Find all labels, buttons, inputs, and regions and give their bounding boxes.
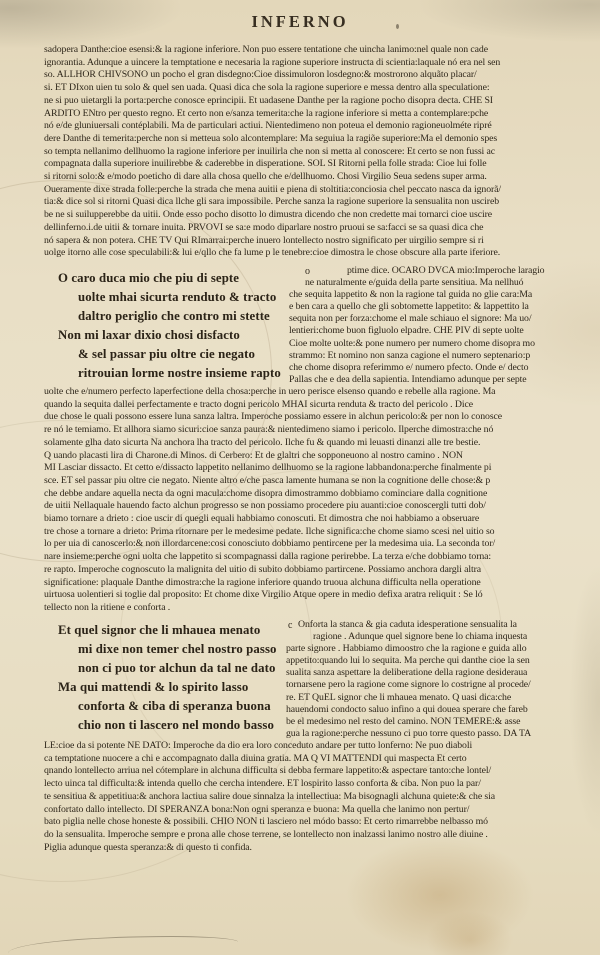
text-line: ARDITO ENtro per questo regno. Et certo non e/sanza temerita:che la ragione inferiore si metta a contemplare:pche (44, 107, 489, 119)
text-line: so. ALLHOR CHIVSONO un pocho el gran disdegno:Cioe dissimuloron losdegno:& mostrorono alquãto placar/ (44, 69, 477, 81)
text-line: de uitii Nellaquale hauendo facto alchun progresso se non possiamo procedere piu auanti:cioe conoscergli tutti dob/ (44, 500, 486, 512)
text-line: solamente glha dato sicurta Na anchora lha tracto del pericolo. Ilche fu & quando mi leuasti dinanzi alle tre bestie. (44, 436, 481, 448)
text-line: Et quel signor che li mhauea menato (58, 623, 261, 637)
text-line: che chome disopra referimmo e/ numero pfecto. Onde e/ decto (289, 361, 529, 373)
text-line: si ritorni solo:& e/modo poeticho di dare alla chosa quello che e/dellhuomo. Chosi Virgilio Seua sedens super arma. (44, 171, 487, 183)
text-line: nare insieme:perche ogni uolta che lappetito si scompagnassi dalla ragione perirebbe. La terza e/che dobbiamo torna: (44, 551, 492, 563)
text-line: Pallas che e dea della sapientia. Intendiamo adunque per septe (289, 373, 527, 385)
gloss-lines (286, 619, 586, 740)
text-line: ca temptatione nuocere a chi e accompagnato dalla diuina gratia. MA Q VI MATTENDI qui maspecta Et certo (44, 752, 467, 764)
text-line: & sel passar piu oltre cie negato (78, 347, 255, 361)
gloss-column-1 (289, 265, 589, 386)
text-line: qnando lontellecto arriua nel cótemplare in alchuna difficulta si debba fermare lappetito:& aspectare tanto:che lontel/ (44, 765, 492, 777)
commentary-bottom (44, 740, 586, 854)
verse-tercets-2 (58, 621, 288, 735)
text-line: sequita non per forza:chome el male schiauo el signore: Ma uo/ (289, 313, 532, 325)
text-line: Onforta la stanca & gia caduta idesperatione sensualita la (298, 619, 517, 630)
text-line: daltro periglio che contro mi stette (78, 309, 270, 323)
text-line: quando la sequita dallei perfectamente e tracto dogni pericolo MHAI sicurta renduta & tracto del pericolo . Dice (44, 398, 473, 410)
text-line: ragione . Adunque quel signore bene lo chiama inquesta (313, 631, 528, 643)
text-line: tia:& dice sol si ritorni Quasi dica llche gli sara impossibile. Perche sanza la ragione superiore la sensualita non uscireb (44, 196, 499, 208)
text-line: dellinferno.i.de uitii & tornare inuita. PRVOVI se sa:e modo diparlare nostro pruoui se sa:facci se sa quasi dica che (44, 221, 484, 233)
text-line: confortato dallo intellecto. DI SPERANZA bona:Non ogni speranza e buona: Ma quella che lanimo non pertur/ (44, 803, 470, 815)
text-line: LE:cioe da si potente NE DATO: Imperoche da dio era loro conceduto andare per tutto lonferno: Ne puo diaboli (44, 740, 473, 751)
text-line: compagnata dalla superiore inuilirebbe & caderebbe in disperatione. SOL SI Ritorni pella folle strada: Cioe lui folle (44, 158, 487, 170)
text-line: gua la ragione:perche nessuno ci puo torre questo passo. DA TA (286, 727, 532, 739)
text-line: uirtuosa uolentieri si toglie dal proposito: Et chome dixe Virgilio Atque opere in medio defixa aratra reliquit : Se ló (44, 589, 483, 601)
text-line: tre chose a tornare a drieto: Prima ritornare per le medesime pedate. Ilche significa:che chome siamo scesi nel uitio so (44, 525, 495, 537)
text-line: che sequita lappetito & non la ragione tal guida no glie cara:Ma (289, 289, 533, 301)
text-line: ritrouian lorme nostre insieme rapto (78, 366, 281, 380)
text-line: O caro duca mio che piu di septe (58, 271, 240, 285)
text-line: chio non ti lascero nel mondo basso (78, 718, 274, 732)
text-line: ne si puo uietargli la porta:perche conosce eprincipii. Et uadasene Danthe per la ragione pocho disopra decta. CHE SI (44, 94, 493, 106)
text-line: sce. ET sel passar piu oltre cie negato. Niente altro e/che pasca lamente humana se non la cognitione delle chose:& p (44, 474, 491, 486)
text-line: dere Danthe di temerita:perche non si metteua solo alcontemplare: Ma seguiua la ragiõe superiore:Ma el demonio spes (44, 132, 498, 144)
text-line: strammo: Et nomino non sanza cagione el numero septenario:p (289, 349, 531, 361)
text-line: ne naturalmente e/guida della parte sensitiua. Ma nellhuó (305, 277, 524, 289)
text-line: hauendomi condocto saluo infino a qui douea sperare che fareb (286, 703, 528, 715)
text-line: bato piglia nelle chose honeste & possibili. CHIO NON ti lasciero nel módo basso: Et certo rimarrebbe nelbasso mó (44, 816, 488, 828)
text-line: Non mi laxar dixio chosi disfacto (58, 328, 240, 342)
text-line: re nó le temiamo. Et allhora siamo sicuri:cioe sanza paura:& nientedimeno siamo i pericolo. Ilperche dimostra:che nó (44, 424, 494, 436)
text-line: tornarsene pero la ragione come signore lo costrigne al procede/ (286, 679, 531, 691)
text-line: ignorantia. Adunque a uincere la temptatione e necesaria la ragione superiore instructa di scientia:laquale nó era nel sen (44, 56, 501, 68)
text-line: che debbe andare aquella necta da ogni macula:chome disopra dimostrammo dobbiamo cominciare dalla cognitione (44, 487, 488, 499)
text-line: nó sapera & non potera. CHE TV Qui RImarrai:perche inuero lontellecto nostro significato per uirgilio sempre si ri (44, 234, 484, 246)
text-line: lecto uinca tal difficulta:& intenda quello che cercha intendere. ET lospirito lasso conforta & ciba. Non puo la par/ (44, 778, 481, 790)
commentary-middle (44, 386, 586, 615)
text-line: sadopera Danthe:cioe esensi:& la ragione inferiore. Non puo essere tentatione che uincha lanimo:nel quale non cade (44, 44, 488, 55)
text-line: re. ET QuEL signor che li mhauea menato. Q uasi dica:che (286, 691, 512, 703)
text-line: lentieri:chome buon figluolo elpadre. CHE PIV di septe uolte (289, 325, 524, 337)
text-line: si. ET DIxon uien tu solo & quel sen uada. Quasi dica che sola la ragione superiore e messa dentro alla speculatione: (44, 82, 490, 94)
text-line: be ne si suilupperebbe da uitii. Onde esso pocho disotto lo dimustra dicendo che non credette mai tornarci cioe uscire (44, 209, 492, 221)
verse-tercets-1 (58, 269, 288, 383)
text-line: Piglia adunque questa speranza:& di questo ti confida. (44, 841, 252, 853)
initial-guide-letter: c (288, 620, 293, 631)
text-line: be el medesimo nel resto del camino. NON TEMERE:& asse (286, 715, 521, 727)
text-line: sualita sanza aspettare la deliberatione della ragione desideraua (286, 667, 528, 679)
text-line: do la sensualita. Imperoche sempre e prona alle chose terrene, se lontellecto non inalzassi lanimo nostro alle diuine . (44, 828, 488, 840)
text-line: so tempta nellanimo dellhuomo la ragione inferiore per inuilirla che non si metta al conoscere: Et certo se non fussi ac (44, 145, 496, 157)
text-line: non ci puo tor alchun da tal ne dato (78, 661, 276, 675)
text-line: Oueramente dixe strada folle:perche la strada che mena auitii e piena di stoltitia:conciosia chel peccato nasca da ignorã/ (44, 183, 502, 195)
text-line: Ma qui mattendi & lo spirito lasso (58, 680, 249, 694)
text-line: uolte che e/numero perfecto laperfectione della chosa:perche in uero perisce elsenso quando e rebelle alla ragione. Ma (44, 386, 496, 397)
text-line: parte signore . Habbiamo dimoostro che la ragione e guida allo (286, 643, 527, 655)
text-line: tellecto non la ritiene e conforta . (44, 601, 171, 613)
commentary-top (44, 44, 586, 260)
text-line: nó e/de gluniuersali contéplabili. Ma de particulari actiui. Nientedimeno non poteua el demonio ragioneuolméte ripré (44, 120, 492, 132)
text-line: significatione: plaquale Danthe dimostra:che la ragione inferiore quando truoua alchuna difficulta nella operatione (44, 576, 481, 588)
text-line: conforta & ciba di speranza buona (78, 699, 271, 713)
text-line: mi dixe non temer chel nostro passo (78, 642, 277, 656)
text-line: lo per uia di canoscerlo:& non illordarcene:cosi conosciuto dobbiamo pentircene per la medesima uia. La seconda tor/ (44, 538, 496, 550)
text-line: uolge itorno alle cose speculabili:& lui e/qllo che fa lume p le tenebre:cioe dimostra le chose obscure alla parte iferiore. (44, 247, 501, 259)
page-edge-line (8, 936, 238, 955)
text-line: te sensitiua & appetitiua:& anchora lactiua salire doue sinnalza la intellectiua: Ma bisognagli alchuna quiete:& che sia (44, 790, 496, 802)
gloss-column-2 (286, 619, 586, 740)
text-line: MI Lasciar dissacto. Et cetto e/dissacto lappetito nellanimo dellhuomo se la ragione labbandona:perche finalmente pi (44, 462, 492, 474)
text-line: Cioe molte uolte:& pone numero per numero chome disopra mo (289, 337, 535, 349)
text-line: Q uando placasti lira di Charone.di Minos. di Cerbero: Et de glaltri che sopponeuono al nostro camino . NON (44, 449, 463, 461)
gloss-lines (289, 265, 589, 386)
text-line: biamo tornare a drieto : cioe uscir di quegli equali habbiamo conoscuti. Et dimostra che noi habbiamo a obseruare (44, 513, 480, 525)
text-line: appetito:quando lui lo sequita. Ma perche qui danthe cioe la sen (286, 655, 530, 667)
running-title: INFERNO (251, 12, 349, 31)
text-line: uolte mhai sicurta renduto & tracto (78, 290, 277, 304)
initial-guide-letter: o (305, 266, 310, 277)
text-line: e ben cara a quello che gli sobtomette lappetito: & lappettito la (289, 301, 529, 313)
text-line: due chose le quali possono essere luna sanza laltra. Imperoche possiamo essere in alchun pericolo:& per non lo conosce (44, 411, 503, 423)
text-line: ptime dice. OCARO DVCA mio:Imperoche laragio (347, 265, 545, 276)
text-line: re rapto. Imperoche cognoscuto la malignita del uitio di subito dobbiamo partircene. Possiamo anchora dargli altra (44, 563, 482, 575)
